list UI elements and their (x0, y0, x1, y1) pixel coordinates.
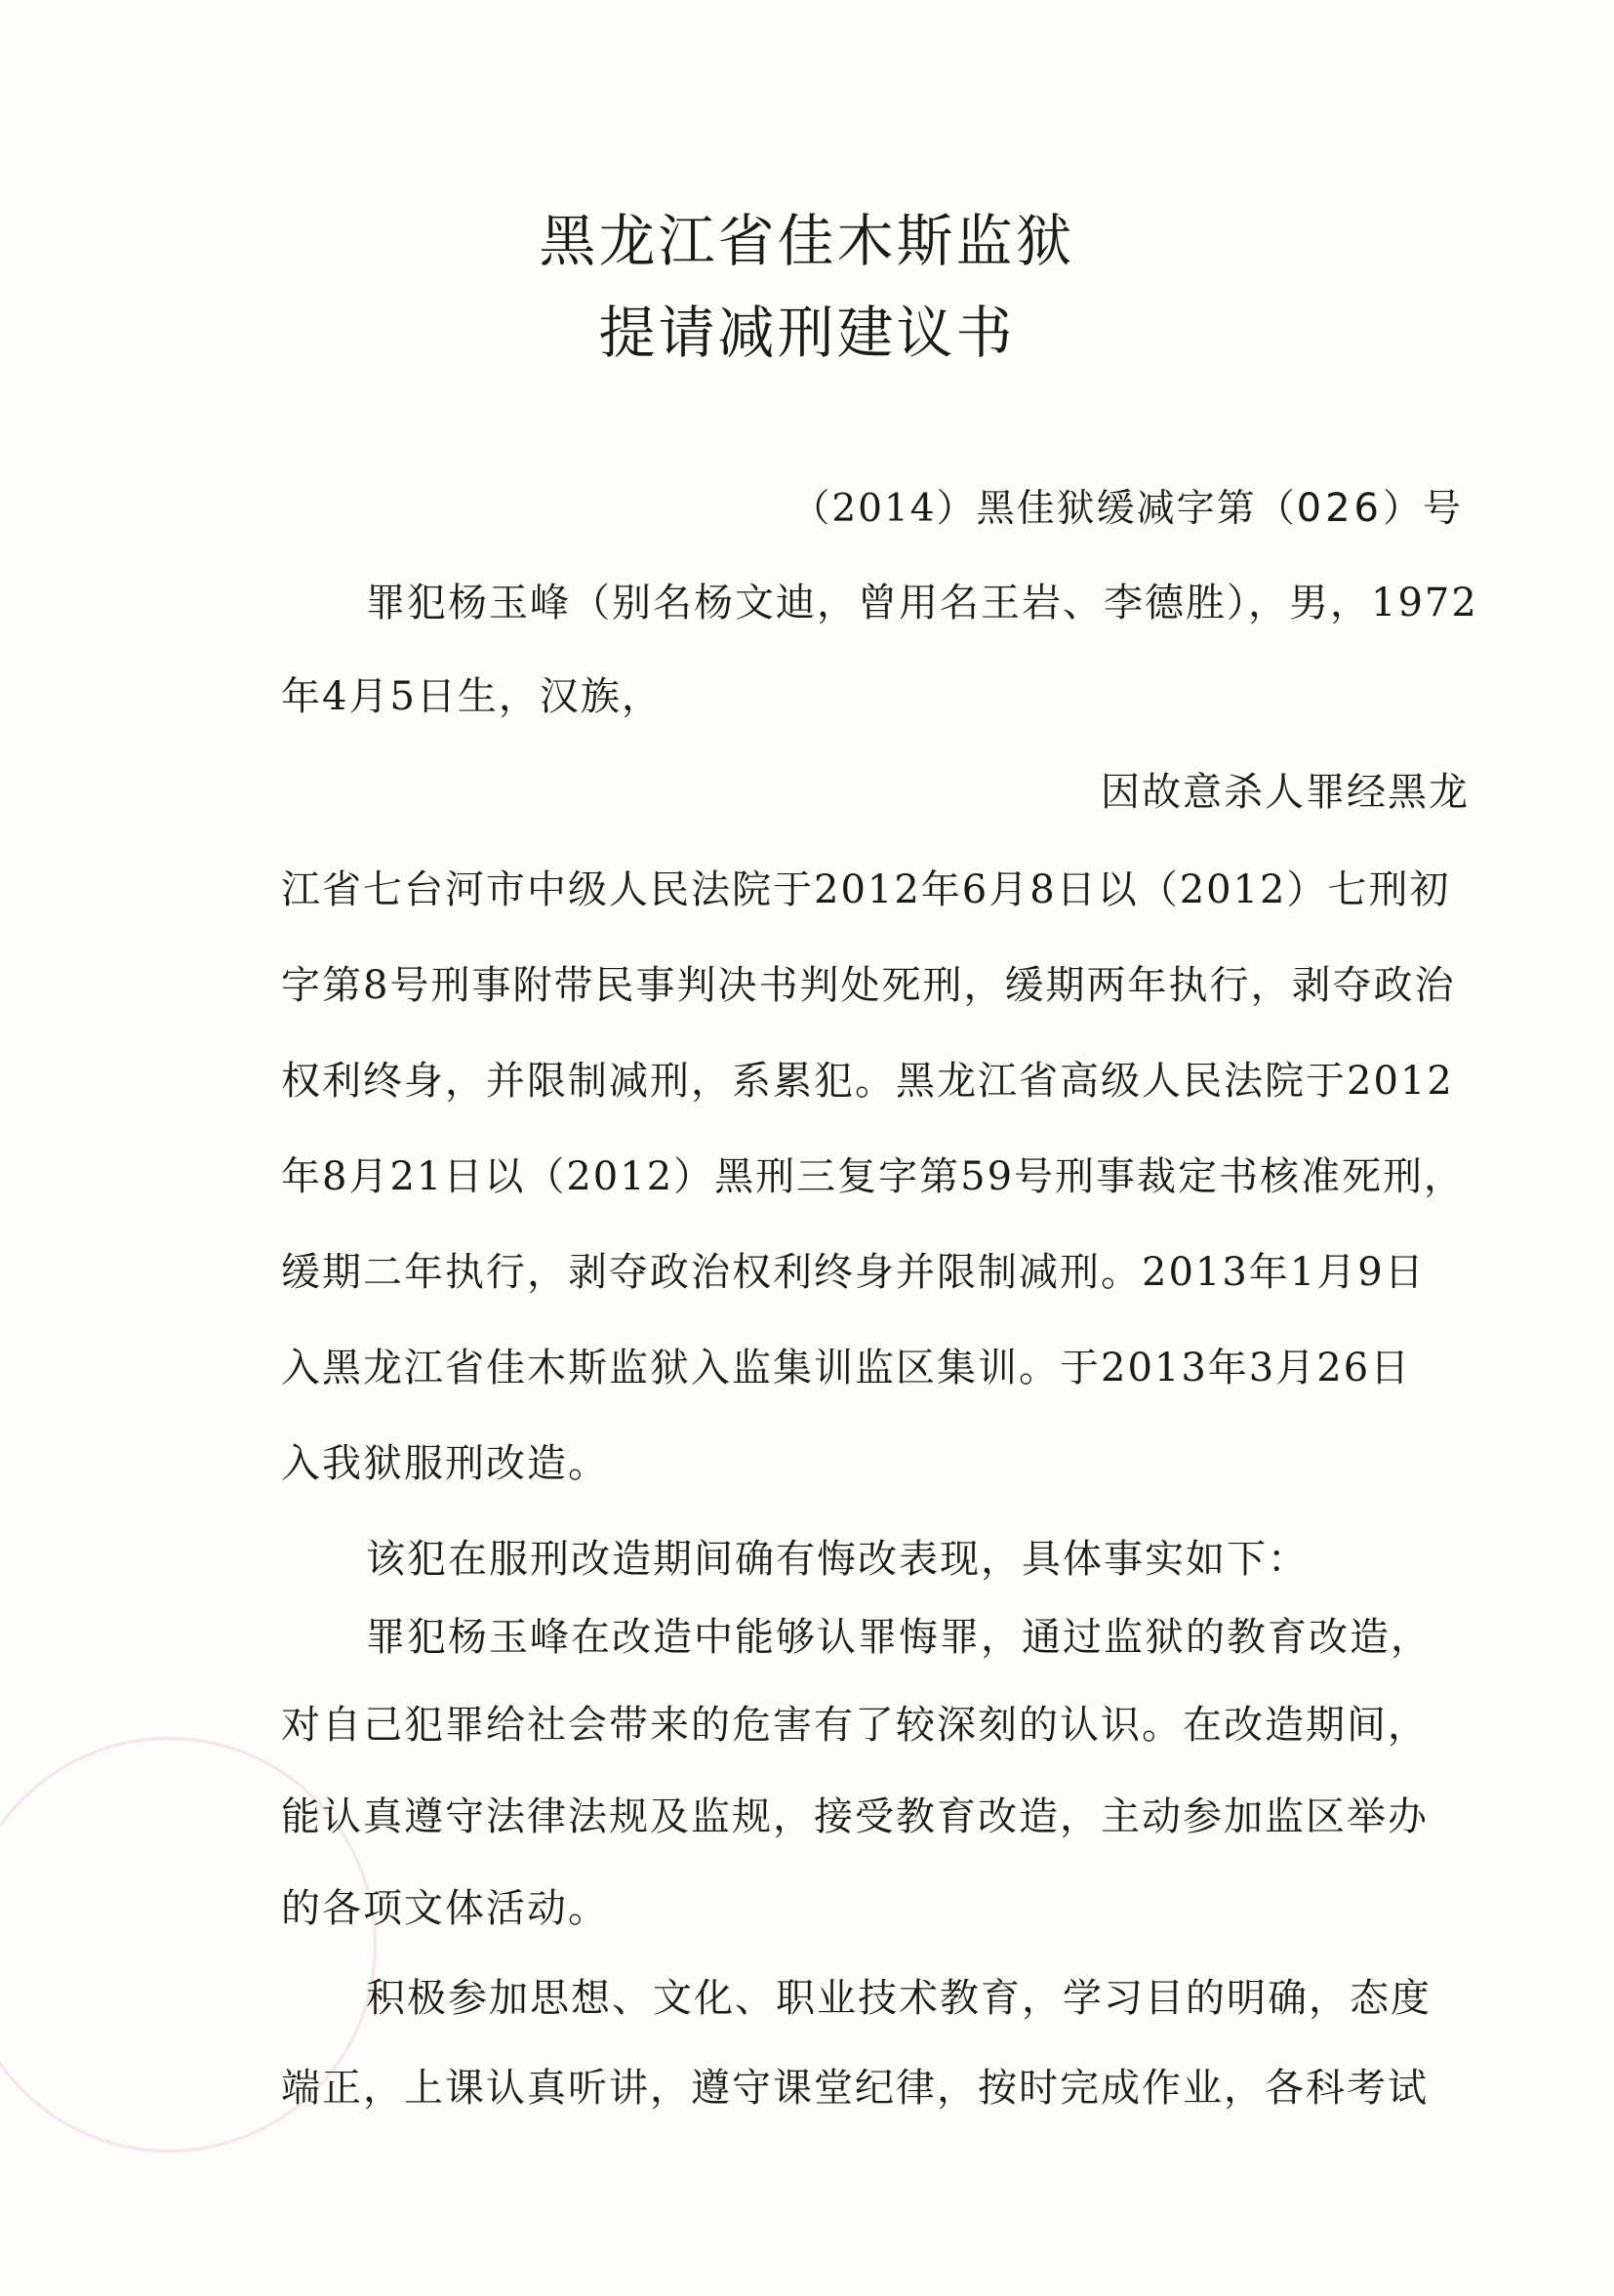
body-line: 该犯在服刑改造期间确有悔改表现，具体事实如下： (366, 1537, 1309, 1582)
body-line: 对自己犯罪给社会带来的危害有了较深刻的认识。在改造期间， (281, 1703, 1429, 1748)
document-number-suffix: ）号 (1382, 487, 1463, 531)
body-line: 的各项文体活动。 (281, 1886, 609, 1931)
body-line: 江省七台河市中级人民法院于2012年6月8日以（2012）七刑初 (281, 867, 1451, 912)
body-line: 罪犯杨玉峰在改造中能够认罪悔罪，通过监狱的教育改造， (366, 1615, 1432, 1660)
body-line: 能认真遵守法律法规及监规，接受教育改造，主动参加监区举办 (281, 1794, 1429, 1839)
document-number-prefix: （2014）黑佳狱缓减字第（ (791, 487, 1297, 531)
body-line: 权利终身，并限制减刑，系累犯。黑龙江省高级人民法院于2012 (281, 1059, 1454, 1104)
document-number (791, 478, 1463, 533)
body-line: 入我狱服刑改造。 (281, 1441, 609, 1486)
body-line: 积极参加思想、文化、职业技术教育，学习目的明确，态度 (366, 1976, 1432, 2021)
title-document-type: 提请减刑建议书 (598, 300, 1016, 366)
body-line: 端正，上课认真听讲，遵守课堂纪律，按时完成作业，各科考试 (281, 2066, 1429, 2111)
document-number-handwritten: 026 (1296, 486, 1383, 531)
body-line: 罪犯杨玉峰（别名杨文迪，曾用名王岩、李德胜），男，1972 (366, 581, 1478, 625)
body-line: 年8月21日以（2012）黑刑三复字第59号刑事裁定书核准死刑， (281, 1154, 1466, 1199)
body-line: 缓期二年执行，剥夺政治权利终身并限制减刑。2013年1月9日 (281, 1250, 1426, 1295)
body-line: 字第8号刑事附带民事判决书判处死刑，缓期两年执行，剥夺政治 (281, 963, 1456, 1008)
body-line: 因故意杀人罪经黑龙 (1101, 770, 1470, 815)
title-institution: 黑龙江省佳木斯监狱 (539, 208, 1075, 274)
body-line: 入黑龙江省佳木斯监狱入监集训监区集训。于2013年3月26日 (281, 1346, 1412, 1390)
body-line: 年4月5日生，汉族， (281, 674, 663, 719)
